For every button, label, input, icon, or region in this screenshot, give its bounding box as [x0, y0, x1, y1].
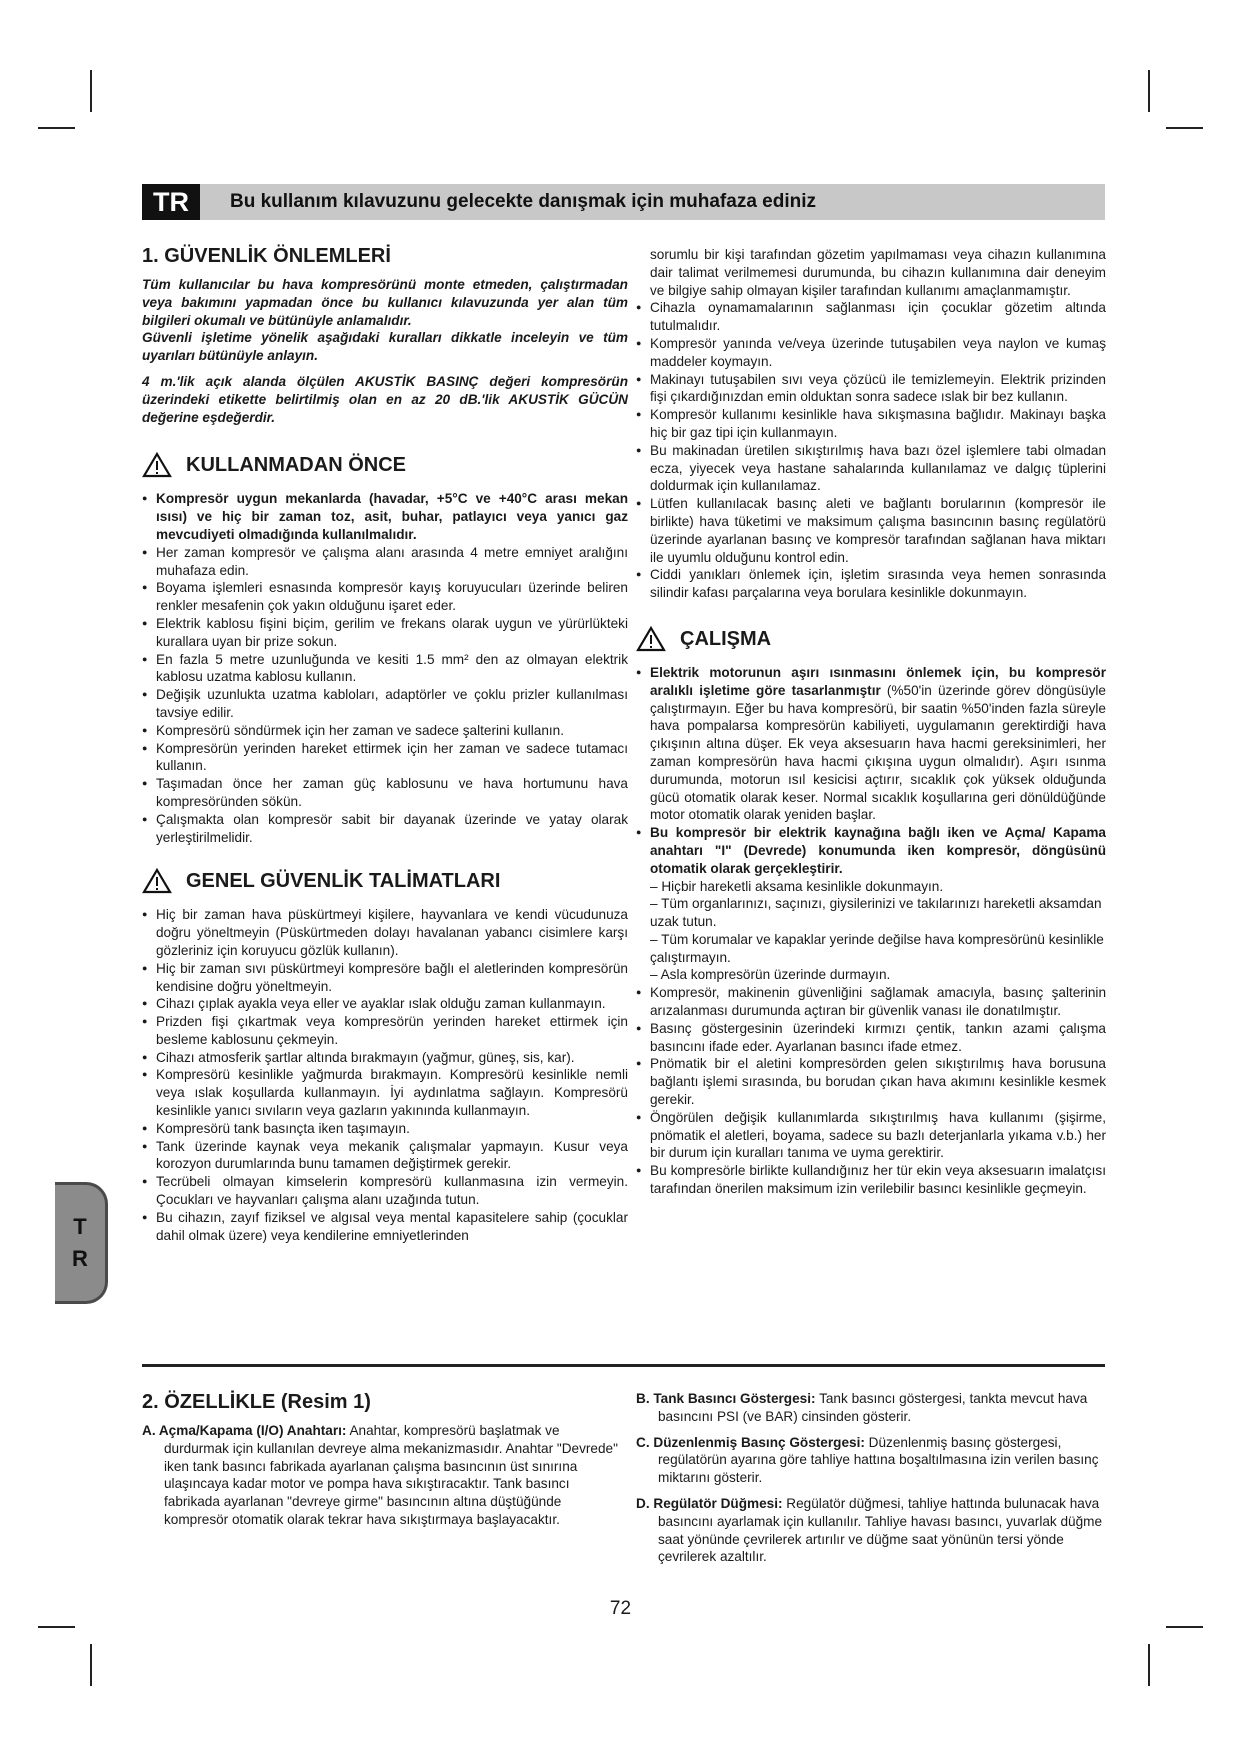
list-item: ● Ciddi yanıkları önlemek için, işletim sırasında veya hemen sonrasında silindir kafası parçalarına veya borulara kesinlikle dokunmayın. — [636, 566, 1106, 602]
feature-text: Tank basıncı göstergesi, tankta mevcut hava basıncını PSI (ve BAR) cinsinden gösterir. — [658, 1391, 1088, 1424]
feature-text: Regülatör düğmesi, tahliye hattında bulunacak hava basıncını ayarlamak için kullanılır. Tahliye havası basıncı, yuvarlak düğme saat yönünde çevrilerek artırılır ve düğme saat yönünün tersi yönde çevrilerek azaltılır. — [658, 1495, 1103, 1565]
operation-list-2 — [636, 984, 1106, 1198]
general-safety-heading — [142, 868, 628, 894]
crop-mark — [1148, 1644, 1150, 1686]
list-item: ● Kompresör kullanımı kesinlikle hava sıkışmasına bağlıdır. Makinayı başka hiç bir gaz tipi için kullanmayın. — [636, 406, 1106, 442]
list-item: ● Boyama işlemleri esnasında kompresör kayış koruyucuları üzerinde beliren renkler mesafenin çok yakın olduğunu işaret eder. — [142, 579, 628, 615]
list-item: ● Cihazla oynamamalarının sağlanması için çocuklar gözetim altında tutulmalıdır. — [636, 299, 1106, 335]
left-column — [142, 244, 628, 1244]
operation-list — [636, 664, 1106, 878]
dash-item: – Asla kompresörün üzerinde durmayın. — [650, 967, 891, 983]
operation-heading — [636, 626, 1106, 652]
crop-mark — [1166, 1626, 1203, 1628]
operation-title: ÇALIŞMA — [680, 627, 772, 650]
crop-mark — [38, 1626, 75, 1628]
list-item: ● Çalışmakta olan kompresör sabit bir dayanak üzerinde ve yatay olarak yerleştirilmelidir. — [142, 811, 628, 847]
tab-letter: R — [72, 1246, 88, 1271]
list-item: ● Kompresör, makinenin güvenliğini sağlamak amacıyla, basınç şalterinin arızalanması durumunda açtıran bir güvenlik vanası ile donatılmıştır. — [636, 984, 1106, 1020]
list-item: ● Kompresör yanında ve/veya üzerinde tutuşabilen veya naylon ve kumaş maddeler koymayın. — [636, 335, 1106, 371]
page-number: 72 — [609, 1598, 632, 1619]
list-item: ● Lütfen kullanılacak basınç aleti ve bağlantı borularının (kompresör ile birlikte) hava tüketimi ve maksimum çalışma basıncının basınç regülatörü üzerinde ayarlanan basınç ve kompresör tarafından sağlanan hava miktarı ile uyumlu olduğunu kontrol edin. — [636, 495, 1106, 566]
continued-paragraph: sorumlu bir kişi tarafından gözetim yapılmaması veya cihazın kullanımına dair talimat verilmemesi durumunda, bu cihazın kullanımına dair deneyim ve bilgiye sahip olmayan kişiler tarafından kullanımı amaçlanmamıştır. — [650, 247, 1106, 298]
list-item — [636, 664, 1106, 824]
general-safety-title: GENEL GÜVENLİK TALİMATLARI — [186, 870, 501, 893]
item-text: (%50'in üzerinde görev döngüsüyle çalıştırmayın. Eğer bu hava kompresörü, bir saatin %50'inden fazla süreyle hava pompalarsa kompresörün kabiliyeti, uygulamanın gerektirdiği hava çıkışının altına düşer. Ek veya aksesuarın hava hacmi gereksinimleri, her zaman kompresörün hava hacmi çıkışına uygun olmalıdır). Aşırı ısınma durumunda, motorun ısıl kesicisi açtırır, sıcaklık çok yüksek olduğunda gücü otomatik olarak keser. Normal sıcaklık koşullarına geri dönüldüğünde motor otomatik olarak yeniden başlar. — [650, 682, 1106, 823]
features-left — [142, 1390, 618, 1537]
dash-list — [636, 878, 1106, 985]
list-item: ● Kompresörü tank basınçta iken taşımayın. — [142, 1120, 628, 1138]
language-side-tab — [55, 1182, 108, 1304]
list-item: ● Kompresörü kesinlikle yağmurda bırakmayın. Kompresörü kesinlikle nemli veya ıslak koşullarda kullanmayın. İyi aydınlatma sağlayın. Kompresörü kesinlikle yanıcı sıvıların veya gazların yakınında kullanmayın. — [142, 1066, 628, 1119]
list-item: ● Bu makinadan üretilen sıkıştırılmış hava bazı özel işlemlere tabi olmadan ecza, yiyecek veya hastane sahalarında kullanılamaz ve dalgıç tüplerini doldurmak için kullanılamaz. — [636, 442, 1106, 495]
feature-text: Düzenlenmiş basınç göstergesi, regülatörün ayarına göre tahliye hattına boşaltılmasına izin verilen basınç miktarını gösterir. — [658, 1434, 1099, 1486]
right-column — [636, 246, 1106, 1198]
feature-item — [636, 1495, 1106, 1566]
feature-text: Anahtar, kompresörü başlatmak ve durdurmak için kullanılan devreye alma mekanizmasıdır. Anahtar "Devrede" iken tank basıncı fabrikada ayarlanan çalışma basıncının üst sınırına ulaşıncaya kadar motor ve pompa hava sıkıştıracaktır. Tank basıncı fabrikada ayarlanan "devreye girme" basıncının altına düştüğünde kompresör otomatik olarak tekrar hava sıkıştırmaya başlayacaktır. — [164, 1423, 618, 1527]
general-safety-list — [142, 906, 628, 1244]
warning-icon — [142, 452, 172, 478]
list-item: ● Tecrübeli olmayan kimselerin kompresörü kullanmasına izin vermeyin. Çocukları ve hayvanları çalışma alanı uzağında tutun. — [142, 1173, 628, 1209]
list-item: ● En fazla 5 metre uzunluğunda ve kesiti 1.5 mm² den az olmayan elektrik kablosu uzatma kablosu kullanın. — [142, 651, 628, 687]
list-item: ● Cihazı atmosferik şartlar altında bırakmayın (yağmur, güneş, sis, kar). — [142, 1049, 628, 1067]
feature-item — [636, 1390, 1106, 1426]
list-item: ● Pnömatik bir el aletini kompresörden gelen sıkıştırılmış hava borusuna bağlantı işlemi sırasında, bu borudan çıkan hava akımını kesinlikle kesmek gerekir. — [636, 1055, 1106, 1108]
list-item: ● Prizden fişi çıkartmak veya kompresörün yerinden hareket ettirmek için besleme kablosunu çekmeyin. — [142, 1013, 628, 1049]
crop-mark — [38, 127, 75, 129]
list-item: ● Kompresörün yerinden hareket ettirmek için her zaman ve sadece tutamacı kullanın. — [142, 740, 628, 776]
section-1-heading: 1. GÜVENLİK ÖNLEMLERİ — [142, 245, 391, 267]
feature-label: B. Tank Basıncı Göstergesi: — [636, 1391, 816, 1406]
list-item: ● Değişik uzunlukta uzatma kabloları, adaptörler ve çoklu prizler kullanılması tavsiye edilir. — [142, 686, 628, 722]
list-item: ● Öngörülen değişik kullanımlarda sıkıştırılmış hava kullanımı (şişirme, pnömatik el aletleri, boyama, sadece su bazlı deterjanlarla yıkama v.b.) her bir durum için kuralları tanıma ve uyma gerektirir. — [636, 1109, 1106, 1162]
list-item: ● Hiç bir zaman hava püskürtmeyi kişilere, hayvanlara ve kendi vücudunuza doğru yöneltmeyin (Püskürtmeden dolayı havalanan yabancı cisimlere karşı gözleriniz için koruyucu gözlük kullanın). — [142, 906, 628, 959]
list-item: ● Tank üzerinde kaynak veya mekanik çalışmalar yapmayın. Kusur veya korozyon durumlarında bunu tamamen değiştirmek gerekir. — [142, 1138, 628, 1174]
bold-lead: Elektrik motorunun aşırı ısınmasını önlemek için, bu kompresör aralıklı işletime göre tasarlanmıştır — [650, 664, 1106, 698]
feature-label: C. Düzenlenmiş Basınç Göstergesi: — [636, 1434, 865, 1450]
feature-label: A. Açma/Kapama (I/O) Anahtarı: — [142, 1423, 347, 1438]
before-use-title: KULLANMADAN ÖNCE — [186, 454, 406, 477]
header-title: Bu kullanım kılavuzunu gelecekte danışmak için muhafaza ediniz — [230, 191, 817, 212]
list-item: ● Hiç bir zaman sıvı püskürtmeyi kompresöre bağlı el aletlerinden kompresörün kendisine doğru yöneltmeyin. — [142, 960, 628, 996]
before-use-heading — [142, 452, 628, 478]
section-divider — [142, 1364, 1105, 1367]
intro-paragraph: Tüm kullanıcılar bu hava kompresörünü monte etmeden, çalıştırmadan veya bakımını yapmadan önce bu kullanıcı kılavuzunda yer alan tüm bilgileri okumalı ve bütünüyle anlamalıdır. — [142, 277, 628, 328]
list-item: ● Taşımadan önce her zaman güç kablosunu ve hava hortumunu hava kompresöründen sökün. — [142, 775, 628, 811]
list-item: ● Makinayı tutuşabilen sıvı veya çözücü ile temizlemeyin. Elektrik prizinden fişi çıkardığınızdan emin olduktan sonra sadece ıslak bir bez kullanın. — [636, 371, 1106, 407]
tab-letter: T — [73, 1214, 87, 1239]
language-code-badge: TR — [142, 184, 200, 220]
features-right — [636, 1390, 1106, 1574]
dash-item: – Hiçbir hareketli aksama kesinlikle dokunmayın. — [650, 878, 944, 894]
warning-icon — [142, 868, 172, 894]
feature-item — [636, 1434, 1106, 1487]
crop-mark — [1166, 127, 1203, 129]
list-item: ● Bu cihazın, zayıf fiziksel ve algısal veya mental kapasitelere sahip (çocuklar dahil olmak üzere) veya kendilerine emniyetlerinden — [142, 1209, 628, 1245]
feature-item — [142, 1422, 618, 1529]
crop-mark — [90, 70, 92, 112]
section-2-heading: 2. ÖZELLİKLE (Resim 1) — [142, 1391, 371, 1413]
crop-mark — [1148, 70, 1150, 112]
feature-label: D. Regülatör Düğmesi: — [636, 1495, 783, 1511]
list-item: ● Bu kompresörle birlikte kullandığınız her tür ekin veya aksesuarın imalatçısı tarafından önerilen maksimum izin verilebilir basıncı kesinlikle geçmeyin. — [636, 1162, 1106, 1198]
list-item: ● Her zaman kompresör ve çalışma alanı arasında 4 metre emniyet aralığını muhafaza edin. — [142, 544, 628, 580]
list-item: ● Bu kompresör bir elektrik kaynağına bağlı iken ve Açma/ Kapama anahtarı "I" (Devrede) konumunda iken kompresör, döngüsünü otomatik olarak gerçekleştirir. — [636, 824, 1106, 877]
dash-item: – Tüm organlarınızı, saçınızı, giysilerinizi ve takılarınızı hareketli aksamdan uzak tutun. — [650, 896, 1102, 930]
intro-paragraph: 4 m.'lik açık alanda ölçülen AKUSTİK BASINÇ değeri kompresörün üzerindeki etikette belirtilmiş olan en az 20 dB.'lik AKUSTİK GÜCÜN değerine eşdeğerdir. — [142, 373, 628, 425]
dash-item: – Tüm korumalar ve kapaklar yerinde değilse hava kompresörünü kesinlikle çalıştırmayın. — [650, 931, 1104, 965]
list-item: ● Kompresör uygun mekanlarda (havadar, +5°C ve +40°C arası mekan ısısı) ve hiç bir zaman toz, asit, buhar, patlayıcı veya yanıcı gaz mevcudiyeti olmadığında kullanılmalıdır. — [142, 490, 628, 543]
list-item: ● Elektrik kablosu fişini biçim, gerilim ve frekans olarak uygun ve yürürlükteki kurallara uyan bir prize sokun. — [142, 615, 628, 651]
intro-paragraph: Güvenli işletime yönelik aşağıdaki kuralları dikkatle inceleyin ve tüm uyarıları bütünüyle anlayın. — [142, 330, 628, 364]
crop-mark — [90, 1644, 92, 1686]
list-item: ● Cihazı çıplak ayakla veya eller ve ayaklar ıslak olduğu zaman kullanmayın. — [142, 995, 628, 1013]
before-use-list — [142, 490, 628, 846]
list-item: ● Kompresörü söndürmek için her zaman ve sadece şalterini kullanın. — [142, 722, 628, 740]
header-banner — [142, 184, 1105, 220]
warning-icon — [636, 626, 666, 652]
safety-list-continued — [636, 299, 1106, 602]
list-item: ● Basınç göstergesinin üzerindeki kırmızı çentik, tankın azami çalışma basıncını ifade eder. Ayarlanan basıncı ifade etmez. — [636, 1020, 1106, 1056]
